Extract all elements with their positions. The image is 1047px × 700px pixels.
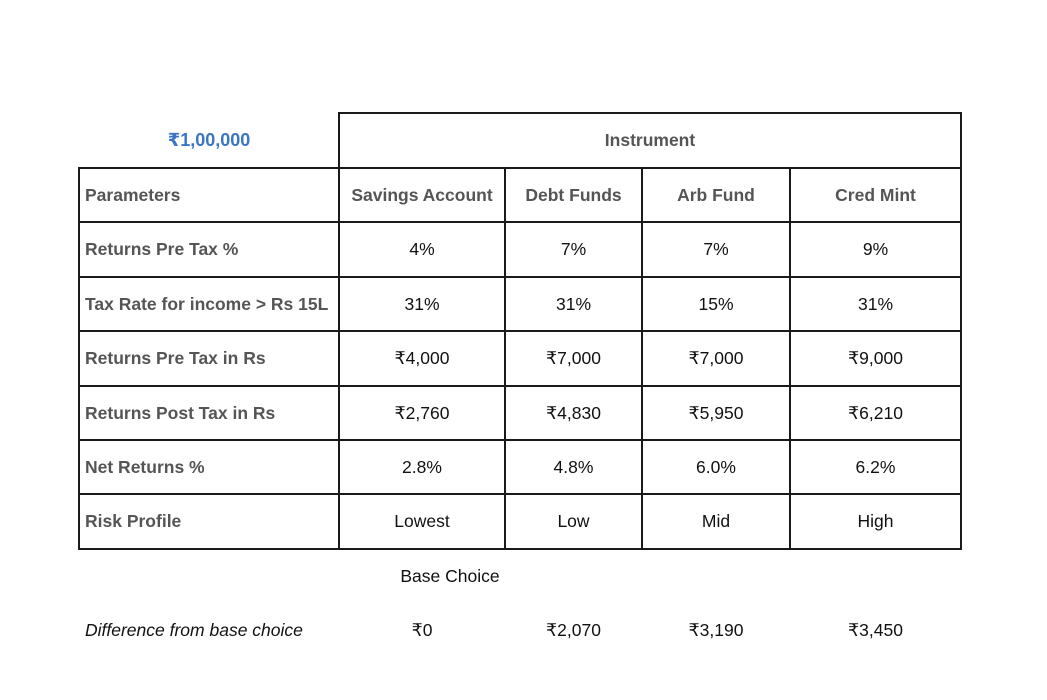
table-cell: 7% (560, 239, 587, 259)
difference-value: ₹2,070 (546, 619, 601, 640)
base-choice-label: Base Choice (400, 565, 500, 586)
table-cell: 6.2% (855, 456, 896, 477)
grid-line (789, 167, 791, 550)
column-header-cred-mint: Cred Mint (835, 184, 916, 205)
grid-line (504, 167, 506, 550)
grid-line (338, 112, 962, 114)
grid-line (78, 493, 962, 495)
table-cell: ₹4,000 (394, 348, 450, 368)
row-label-net-returns: Net Returns % (85, 456, 205, 477)
grid-line (641, 167, 643, 550)
table-cell: 31% (555, 293, 592, 314)
table-cell: ₹7,000 (546, 348, 601, 368)
column-header-parameters: Parameters (85, 184, 181, 205)
investment-amount: ₹1,00,000 (167, 130, 251, 150)
row-label-returns-pre-tax-pct: Returns Pre Tax % (85, 239, 239, 259)
table-cell: 9% (862, 239, 889, 259)
table-cell: 31% (857, 293, 894, 314)
instrument-header: Instrument (604, 130, 696, 150)
table-cell: ₹6,210 (848, 402, 903, 423)
table-cell: ₹5,950 (688, 402, 744, 423)
grid-line (78, 276, 962, 278)
difference-value: ₹3,190 (688, 619, 744, 640)
row-label-returns-post-tax-rs: Returns Post Tax in Rs (85, 402, 276, 423)
table-cell: 15% (698, 293, 734, 314)
table-cell: High (857, 511, 894, 531)
grid-line (338, 112, 340, 550)
table-cell: Low (557, 511, 590, 531)
row-label-risk-profile: Risk Profile (85, 511, 182, 531)
table-cell: ₹2,760 (394, 402, 450, 423)
table-cell: 4% (409, 239, 435, 259)
table-cell: ₹9,000 (848, 348, 903, 368)
table-cell: 6.0% (696, 456, 736, 477)
grid-line (78, 548, 962, 550)
table-cell: 31% (404, 293, 440, 314)
grid-line (78, 167, 80, 550)
row-label-tax-rate: Tax Rate for income > Rs 15L (85, 293, 329, 314)
difference-label: Difference from base choice (85, 619, 303, 640)
column-header-savings-account: Savings Account (351, 184, 493, 205)
grid-line (960, 112, 962, 550)
grid-line (78, 167, 962, 169)
difference-value: ₹0 (411, 619, 433, 640)
grid-line (78, 330, 962, 332)
row-label-returns-pre-tax-rs: Returns Pre Tax in Rs (85, 348, 266, 368)
column-header-debt-funds: Debt Funds (525, 184, 622, 205)
table-cell: Mid (701, 511, 731, 531)
table-cell: 7% (703, 239, 729, 259)
grid-line (78, 439, 962, 441)
grid-line (78, 385, 962, 387)
grid-line (78, 221, 962, 223)
column-header-arb-fund: Arb Fund (677, 184, 755, 205)
table-cell: 4.8% (553, 456, 594, 477)
difference-value: ₹3,450 (848, 619, 903, 640)
table-cell: 2.8% (402, 456, 442, 477)
table-cell: ₹7,000 (688, 348, 744, 368)
table-cell: Lowest (394, 511, 450, 531)
table-cell: ₹4,830 (546, 402, 601, 423)
